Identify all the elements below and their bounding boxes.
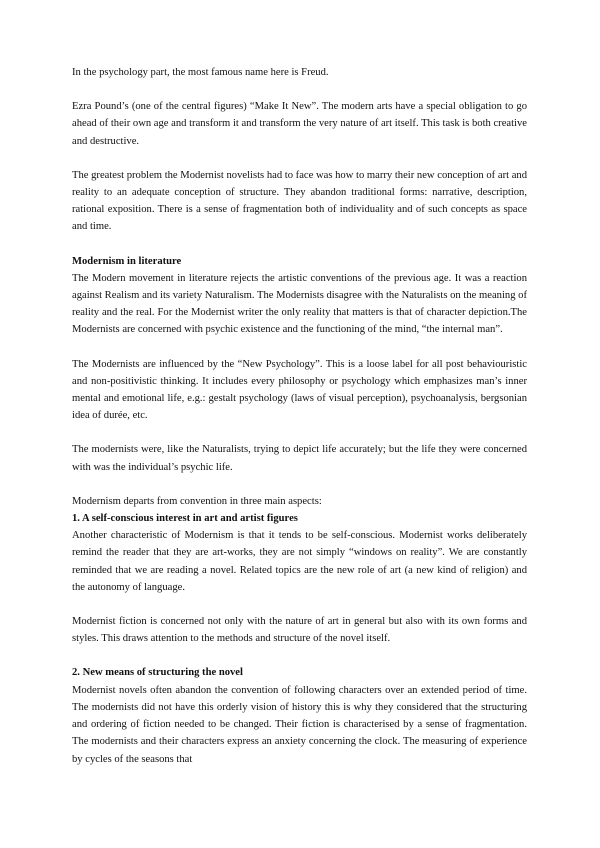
paragraph-modern-movement: The Modern movement in literature rejects the artistic conventions of the previous age. It was a reaction against Realism and its variety Naturalism. The Modernists disagree with the Naturalists on the meaning of reality and the real. For the Modernist writer the only reality that matters is that of character depiction.The Modernists are concerned with psychic existence and the functioning of the mind, “the internal man”.	[72, 272, 527, 336]
paragraph-structure-problem: The greatest problem the Modernist novelists had to face was how to marry their new conception of art and reality to an adequate conception of structure. They abandon traditional forms: narrative, description, rational exposition. There is a sense of fragmentation both of individuality and of such concepts as space and time.	[72, 169, 527, 233]
heading-new-means-structuring: 2. New means of structuring the novel	[72, 667, 243, 679]
paragraph-three-aspects: Modernism departs from convention in three main aspects:	[72, 495, 322, 507]
paragraph-psychic-life: The modernists were, like the Naturalists, trying to depict life accurately; but the life they were concerned with was the individual’s psychic life.	[72, 444, 527, 473]
paragraph-self-conscious: Another characteristic of Modernism is that it tends to be self-conscious. Modernist works deliberately remind the reader that they are art-works, they are not simply “windows on reality”. We are constantly reminded that we are reading a novel. Related topics are the new role of art (a new kind of religion) and the autonomy of language.	[72, 530, 527, 593]
paragraph-ezra-pound: Ezra Pound’s (one of the central figures) “Make It New”. The modern arts have a special obligation to go ahead of their own age and transform it and transform the very nature of art itself. This task is both creative and destructive.	[72, 101, 527, 147]
paragraph-new-psychology: The Modernists are influenced by the “New Psychology”. This is a loose label for all post behaviouristic and non-positivistic thinking. It includes every philosophy or psychology which emphasizes man’s inner mental and emotional life, e.g.: gestalt psychology (laws of visual perception), psychoanalysis, bergsonian idea of durée, etc.	[72, 358, 527, 422]
paragraph-freud: In the psychology part, the most famous name here is Freud.	[72, 67, 329, 78]
paragraph-forms-and-styles: Modernist fiction is concerned not only with the nature of art in general but also with its own forms and styles. This draws attention to the methods and structure of the novel itself.	[72, 616, 527, 645]
heading-self-conscious-interest: 1. A self-conscious interest in art and artist figures	[72, 513, 298, 525]
document-page	[72, 64, 527, 768]
paragraph-structuring-novel: Modernist novels often abandon the convention of following characters over an extended period of time. The modernists did not have this orderly vision of history this is why they considered that the structuring and ordering of fiction needed to be changed. Their fiction is characterised by a sense of fragmentation. The modernists and their characters express an anxiety concerning the clock. The measuring of experience by cycles of the seasons that	[72, 684, 527, 765]
heading-modernism-in-literature: Modernism in literature	[72, 255, 182, 267]
